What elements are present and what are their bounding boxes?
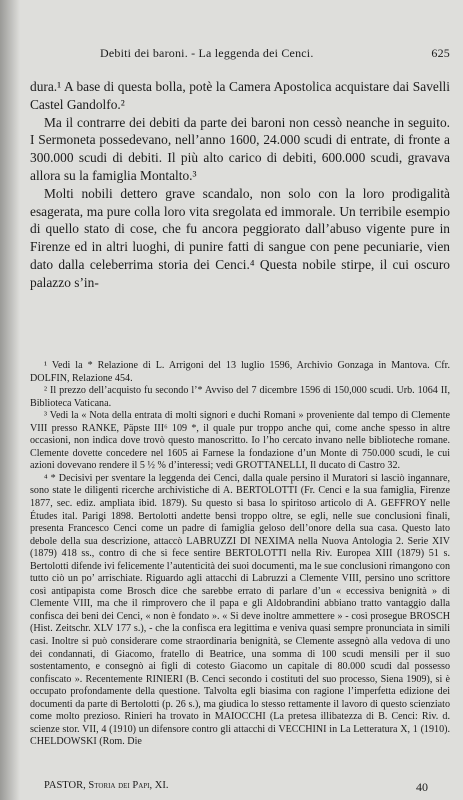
page-number: 625 xyxy=(431,46,450,60)
footnote-1: ¹ Vedi la * Relazione di L. Arrigoni del 13 luglio 1596, Archivio Gonzaga in Mantova. Cfr. DOLFIN, Relazione 454. xyxy=(30,360,450,384)
footer-running-title: PASTOR, Storia dei Papi, XI. xyxy=(44,780,169,791)
main-text xyxy=(30,78,450,292)
footnote-3: ³ Vedi la « Nota della entrata di molti signori e duchi Romani » proveniente dal tempo di Clemente VIII presso RANKE, Päpste III⁶ 109 *, il quale pur troppo anche qui, come anche spesso in altre occasioni, non indica dove trovò questo manoscritto. Io l’ho cercato invano nelle biblioteche romane. Clemente dovette concedere nel 1605 ai Farnese la fondazione d’un Monte di 750.000 scudi, le cui azioni dovevano rendere il 5 ½ % d’interessi; vedi GROTTANELLI, Il ducato di Castro 32. xyxy=(30,410,450,472)
footnote-4: ⁴ * Decisivi per sventare la leggenda dei Cenci, dalla quale persino il Muratori si lasciò ingannare, sono state le diligenti ricerche archivistiche di A. BERTOLOTTI (Fr. Cenci e la sua famiglia, Firenze 1877, sec. ediz. ampliata ibid. 1879). Su questo si basa lo spiritoso articolo di A. GEFFROY nelle Études ital. Parigi 1898. Bertolotti andette bensì troppo oltre, se egli, nelle sue conclusioni finali, presenta Francesco Cenci come un padre di famiglia geloso dell’onore della sua casa. Questo lato debole della sua descrizione, attaccò LABRUZZI DI NEXIMA nella Nuova Antologia 2. Serie XIV (1879) 418 ss., contro di che si fece sentire BERTOLOTTI nella Riv. Europea XIII (1879) 51 s. Bertolotti difende ivi felicemente l’autenticità dei suoi documenti, ma le sue conclusioni rimangono con tutto ciò un po’ arrischiate. Riguardo agli attacchi di Labruzzi a Clemente VIII, persino uno scrittore così antipapista come Brosch dice che sarebbe errato di parlare d’un « eccessiva benignità » di Clemente VIII, ma che il rimprovero che il papa e gli Aldobrandini abbiano tratto vantaggio dalla confisca dei beni dei Cenci, « non è fondato ». « Si deve inoltre ammettere » - così prosegue BROSCH (Hist. Zeitschr. XLV 177 s.), - che la confisca era legittima e veniva quasi sempre pronunciata in simili casi. Inoltre si può considerare come straordinaria benignità, se Clemente assegnò alla vedova di uno dei condannati, di Giacomo, fratello di Beatrice, una somma di 100 scudi mensili per il suo sostentamento, e consegnò ai figli di cotesto Giacomo un capitale di 80.000 scudi dal possesso confiscato ». Recentemente RINIERI (B. Cenci secondo i costituti del suo processo, Siena 1909), si è occupato profondamente della questione. Talvolta egli biasima con ragione l’imperfetta edizione dei documenti da parte di Bertolotti (p. 26 s.), ma giudica lo stesso rettamente il lavoro di questo scienziato come molto prezioso. Rinieri ha trovato in MAIOCCHI (La pretesa illibatezza di B. Cenci: Riv. d. scienze stor. VII, 4 (1910) un difensore contro gli attacchi di VECCHINI in La Letteratura X, 1 (1910). CHELDOWSKI (Rom. Die xyxy=(30,472,450,748)
paragraph-3: Molti nobili dettero grave scandalo, non solo con la loro prodigalità esagerata, ma pure colla loro vita sregolata ed immorale. Un terribile esempio di quello stato di cose, che fu ancora peggiorato dall’abuso vigente pure in Firenze ed in altri luoghi, di punire fatti di sangue con pene pecuniarie, vien dato dalla celeberrima storia dei Cenci.⁴ Questa nobile stirpe, il cui oscuro palazzo s’in- xyxy=(30,185,450,290)
page-gutter-shadow xyxy=(0,0,20,800)
header-title: Debiti dei baroni. - La leggenda dei Cenci. xyxy=(100,46,314,60)
signature-mark: 40 xyxy=(416,780,428,794)
paragraph-2: Ma il contrarre dei debiti da parte dei baroni non cessò neanche in seguito. I Sermoneta possedevano, nell’anno 1600, 24.000 scudi di entrate, di fronte a 300.000 scudi di debiti. Il più alto carico di debiti, 600.000 scudi, gravava allora su la famiglia Montalto.³ xyxy=(30,114,450,183)
footnotes xyxy=(30,360,450,749)
paragraph-1: dura.¹ A base di questa bolla, potè la Camera Apostolica acquistare dai Savelli Castel Gandolfo.² xyxy=(30,79,450,112)
footnote-2: ² Il prezzo dell’acquisto fu secondo l’* Avviso del 7 dicembre 1596 di 150,000 scudi. Urb. 1064 II, Biblioteca Vaticana. xyxy=(30,385,450,409)
